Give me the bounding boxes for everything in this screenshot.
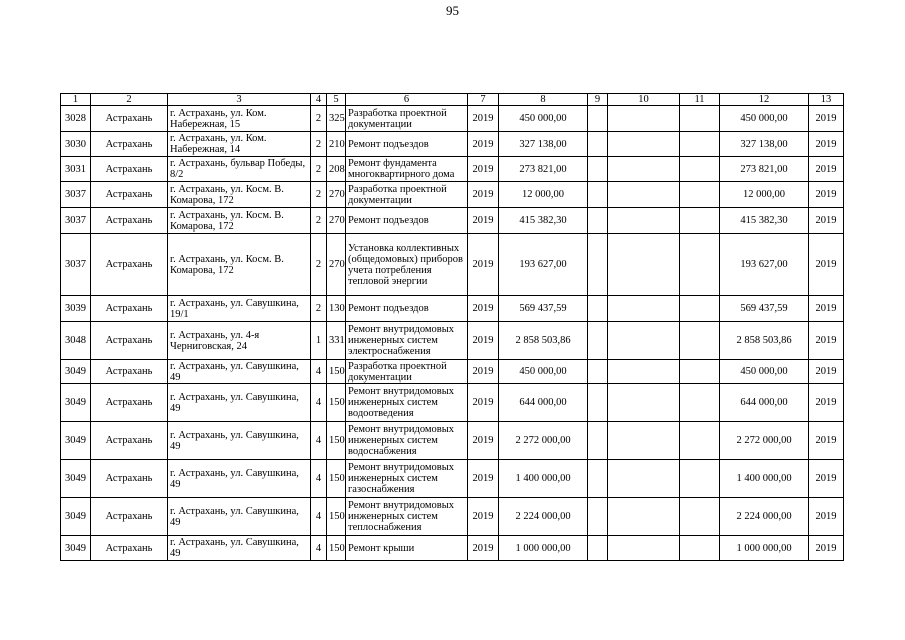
cost-cell: 1 400 000,00 (499, 460, 588, 498)
total-cell: 2 272 000,00 (720, 422, 809, 460)
total-cell: 2 858 503,86 (720, 322, 809, 360)
col9-cell (588, 360, 608, 384)
row-id-cell: 3039 (61, 296, 91, 322)
col10-cell (608, 322, 680, 360)
row-id-cell: 3037 (61, 208, 91, 234)
work-type-cell: Ремонт подъездов (346, 208, 468, 234)
col5-cell: 270 (327, 208, 346, 234)
col11-cell (680, 322, 720, 360)
row-id-cell: 3028 (61, 106, 91, 132)
total-cell: 273 821,00 (720, 157, 809, 182)
column-header: 7 (468, 94, 499, 106)
col5-cell: 150 (327, 460, 346, 498)
city-cell: Астрахань (91, 157, 168, 182)
cost-cell: 327 138,00 (499, 132, 588, 157)
col4-cell: 2 (311, 296, 327, 322)
address-cell: г. Астрахань, бульвар Победы, 8/2 (168, 157, 311, 182)
col11-cell (680, 498, 720, 536)
col11-cell (680, 157, 720, 182)
column-header: 5 (327, 94, 346, 106)
end-year-cell: 2019 (809, 460, 844, 498)
col10-cell (608, 460, 680, 498)
column-header: 2 (91, 94, 168, 106)
year-cell: 2019 (468, 536, 499, 561)
total-cell: 2 224 000,00 (720, 498, 809, 536)
city-cell: Астрахань (91, 132, 168, 157)
city-cell: Астрахань (91, 182, 168, 208)
col10-cell (608, 422, 680, 460)
address-cell: г. Астрахань, ул. Савушкина, 49 (168, 360, 311, 384)
cost-cell: 2 224 000,00 (499, 498, 588, 536)
city-cell: Астрахань (91, 360, 168, 384)
col5-cell: 208 (327, 157, 346, 182)
column-header: 9 (588, 94, 608, 106)
table-row (61, 460, 844, 498)
city-cell: Астрахань (91, 234, 168, 296)
row-id-cell: 3031 (61, 157, 91, 182)
city-cell: Астрахань (91, 422, 168, 460)
year-cell: 2019 (468, 460, 499, 498)
col10-cell (608, 132, 680, 157)
total-cell: 415 382,30 (720, 208, 809, 234)
work-type-cell: Ремонт фундамента многоквартирного дома (346, 157, 468, 182)
col4-cell: 4 (311, 384, 327, 422)
col11-cell (680, 106, 720, 132)
total-cell: 450 000,00 (720, 106, 809, 132)
work-type-cell: Ремонт внутридомовых инженерных систем водоснабжения (346, 422, 468, 460)
cost-cell: 569 437,59 (499, 296, 588, 322)
total-cell: 327 138,00 (720, 132, 809, 157)
col11-cell (680, 234, 720, 296)
col5-cell: 331 (327, 322, 346, 360)
total-cell: 450 000,00 (720, 360, 809, 384)
cost-cell: 2 272 000,00 (499, 422, 588, 460)
col10-cell (608, 498, 680, 536)
col11-cell (680, 536, 720, 561)
cost-cell: 450 000,00 (499, 106, 588, 132)
col11-cell (680, 132, 720, 157)
year-cell: 2019 (468, 234, 499, 296)
city-cell: Астрахань (91, 106, 168, 132)
cost-cell: 644 000,00 (499, 384, 588, 422)
end-year-cell: 2019 (809, 106, 844, 132)
col4-cell: 2 (311, 234, 327, 296)
cost-cell: 273 821,00 (499, 157, 588, 182)
col10-cell (608, 182, 680, 208)
total-cell: 1 000 000,00 (720, 536, 809, 561)
table-row (61, 106, 844, 132)
table-row (61, 182, 844, 208)
table-row (61, 234, 844, 296)
work-type-cell: Ремонт подъездов (346, 132, 468, 157)
city-cell: Астрахань (91, 296, 168, 322)
year-cell: 2019 (468, 296, 499, 322)
col5-cell: 270 (327, 182, 346, 208)
row-id-cell: 3048 (61, 322, 91, 360)
table-row (61, 422, 844, 460)
year-cell: 2019 (468, 322, 499, 360)
address-cell: г. Астрахань, ул. Савушкина, 49 (168, 498, 311, 536)
table-row (61, 208, 844, 234)
col4-cell: 4 (311, 460, 327, 498)
col9-cell (588, 106, 608, 132)
total-cell: 644 000,00 (720, 384, 809, 422)
cost-cell: 450 000,00 (499, 360, 588, 384)
col4-cell: 4 (311, 498, 327, 536)
col9-cell (588, 460, 608, 498)
column-header: 13 (809, 94, 844, 106)
col5-cell: 150 (327, 360, 346, 384)
work-type-cell: Установка коллективных (общедомовых) приборов учета потребления тепловой энергии (346, 234, 468, 296)
col5-cell: 210 (327, 132, 346, 157)
column-header: 8 (499, 94, 588, 106)
col4-cell: 2 (311, 208, 327, 234)
col5-cell: 150 (327, 536, 346, 561)
col4-cell: 4 (311, 360, 327, 384)
work-type-cell: Разработка проектной документации (346, 106, 468, 132)
row-id-cell: 3049 (61, 422, 91, 460)
col10-cell (608, 106, 680, 132)
year-cell: 2019 (468, 208, 499, 234)
table-row (61, 157, 844, 182)
city-cell: Астрахань (91, 460, 168, 498)
end-year-cell: 2019 (809, 182, 844, 208)
work-type-cell: Ремонт крыши (346, 536, 468, 561)
year-cell: 2019 (468, 182, 499, 208)
address-cell: г. Астрахань, ул. Савушкина, 49 (168, 384, 311, 422)
year-cell: 2019 (468, 498, 499, 536)
column-header: 10 (608, 94, 680, 106)
col4-cell: 2 (311, 132, 327, 157)
year-cell: 2019 (468, 106, 499, 132)
table-row (61, 360, 844, 384)
col4-cell: 4 (311, 422, 327, 460)
end-year-cell: 2019 (809, 234, 844, 296)
row-id-cell: 3049 (61, 498, 91, 536)
row-id-cell: 3049 (61, 360, 91, 384)
col9-cell (588, 296, 608, 322)
city-cell: Астрахань (91, 208, 168, 234)
col10-cell (608, 360, 680, 384)
col5-cell: 150 (327, 384, 346, 422)
end-year-cell: 2019 (809, 157, 844, 182)
col9-cell (588, 384, 608, 422)
col9-cell (588, 208, 608, 234)
row-id-cell: 3037 (61, 182, 91, 208)
col9-cell (588, 132, 608, 157)
col10-cell (608, 234, 680, 296)
col9-cell (588, 157, 608, 182)
column-header: 12 (720, 94, 809, 106)
address-cell: г. Астрахань, ул. 4-я Черниговская, 24 (168, 322, 311, 360)
total-cell: 193 627,00 (720, 234, 809, 296)
cost-cell: 193 627,00 (499, 234, 588, 296)
col4-cell: 4 (311, 536, 327, 561)
address-cell: г. Астрахань, ул. Савушкина, 19/1 (168, 296, 311, 322)
end-year-cell: 2019 (809, 498, 844, 536)
col10-cell (608, 384, 680, 422)
end-year-cell: 2019 (809, 536, 844, 561)
table-row (61, 536, 844, 561)
row-id-cell: 3037 (61, 234, 91, 296)
column-header: 4 (311, 94, 327, 106)
address-cell: г. Астрахань, ул. Косм. В. Комарова, 172 (168, 234, 311, 296)
table-row (61, 296, 844, 322)
col4-cell: 2 (311, 106, 327, 132)
year-cell: 2019 (468, 132, 499, 157)
work-type-cell: Ремонт внутридомовых инженерных систем газоснабжения (346, 460, 468, 498)
cost-cell: 415 382,30 (499, 208, 588, 234)
address-cell: г. Астрахань, ул. Косм. В. Комарова, 172 (168, 208, 311, 234)
table-row (61, 322, 844, 360)
repair-table (60, 93, 844, 561)
col5-cell: 150 (327, 498, 346, 536)
col11-cell (680, 460, 720, 498)
row-id-cell: 3049 (61, 536, 91, 561)
end-year-cell: 2019 (809, 208, 844, 234)
end-year-cell: 2019 (809, 322, 844, 360)
work-type-cell: Ремонт внутридомовых инженерных систем водоотведения (346, 384, 468, 422)
city-cell: Астрахань (91, 322, 168, 360)
header-row (61, 94, 844, 106)
col9-cell (588, 182, 608, 208)
table-row (61, 384, 844, 422)
col4-cell: 2 (311, 182, 327, 208)
col9-cell (588, 322, 608, 360)
row-id-cell: 3030 (61, 132, 91, 157)
col9-cell (588, 536, 608, 561)
col11-cell (680, 208, 720, 234)
address-cell: г. Астрахань, ул. Савушкина, 49 (168, 536, 311, 561)
end-year-cell: 2019 (809, 296, 844, 322)
address-cell: г. Астрахань, ул. Ком. Набережная, 15 (168, 106, 311, 132)
row-id-cell: 3049 (61, 460, 91, 498)
col5-cell: 270 (327, 234, 346, 296)
total-cell: 569 437,59 (720, 296, 809, 322)
col11-cell (680, 422, 720, 460)
address-cell: г. Астрахань, ул. Ком. Набережная, 14 (168, 132, 311, 157)
work-type-cell: Ремонт подъездов (346, 296, 468, 322)
end-year-cell: 2019 (809, 422, 844, 460)
column-header: 1 (61, 94, 91, 106)
cost-cell: 12 000,00 (499, 182, 588, 208)
col4-cell: 2 (311, 157, 327, 182)
col11-cell (680, 384, 720, 422)
col5-cell: 130 (327, 296, 346, 322)
address-cell: г. Астрахань, ул. Косм. В. Комарова, 172 (168, 182, 311, 208)
col11-cell (680, 182, 720, 208)
city-cell: Астрахань (91, 498, 168, 536)
column-header: 3 (168, 94, 311, 106)
cost-cell: 1 000 000,00 (499, 536, 588, 561)
row-id-cell: 3049 (61, 384, 91, 422)
end-year-cell: 2019 (809, 384, 844, 422)
year-cell: 2019 (468, 157, 499, 182)
year-cell: 2019 (468, 360, 499, 384)
col10-cell (608, 157, 680, 182)
col11-cell (680, 296, 720, 322)
col5-cell: 325 (327, 106, 346, 132)
work-type-cell: Разработка проектной документации (346, 360, 468, 384)
work-type-cell: Разработка проектной документации (346, 182, 468, 208)
city-cell: Астрахань (91, 384, 168, 422)
col11-cell (680, 360, 720, 384)
work-type-cell: Ремонт внутридомовых инженерных систем электроснабжения (346, 322, 468, 360)
table-row (61, 498, 844, 536)
column-header: 11 (680, 94, 720, 106)
col5-cell: 150 (327, 422, 346, 460)
col9-cell (588, 498, 608, 536)
end-year-cell: 2019 (809, 360, 844, 384)
col10-cell (608, 296, 680, 322)
col10-cell (608, 536, 680, 561)
col10-cell (608, 208, 680, 234)
col9-cell (588, 234, 608, 296)
col4-cell: 1 (311, 322, 327, 360)
table-row (61, 132, 844, 157)
cost-cell: 2 858 503,86 (499, 322, 588, 360)
total-cell: 1 400 000,00 (720, 460, 809, 498)
city-cell: Астрахань (91, 536, 168, 561)
year-cell: 2019 (468, 422, 499, 460)
year-cell: 2019 (468, 384, 499, 422)
column-header: 6 (346, 94, 468, 106)
end-year-cell: 2019 (809, 132, 844, 157)
address-cell: г. Астрахань, ул. Савушкина, 49 (168, 422, 311, 460)
col9-cell (588, 422, 608, 460)
address-cell: г. Астрахань, ул. Савушкина, 49 (168, 460, 311, 498)
work-type-cell: Ремонт внутридомовых инженерных систем теплоснабжения (346, 498, 468, 536)
page-number: 95 (446, 3, 459, 18)
total-cell: 12 000,00 (720, 182, 809, 208)
